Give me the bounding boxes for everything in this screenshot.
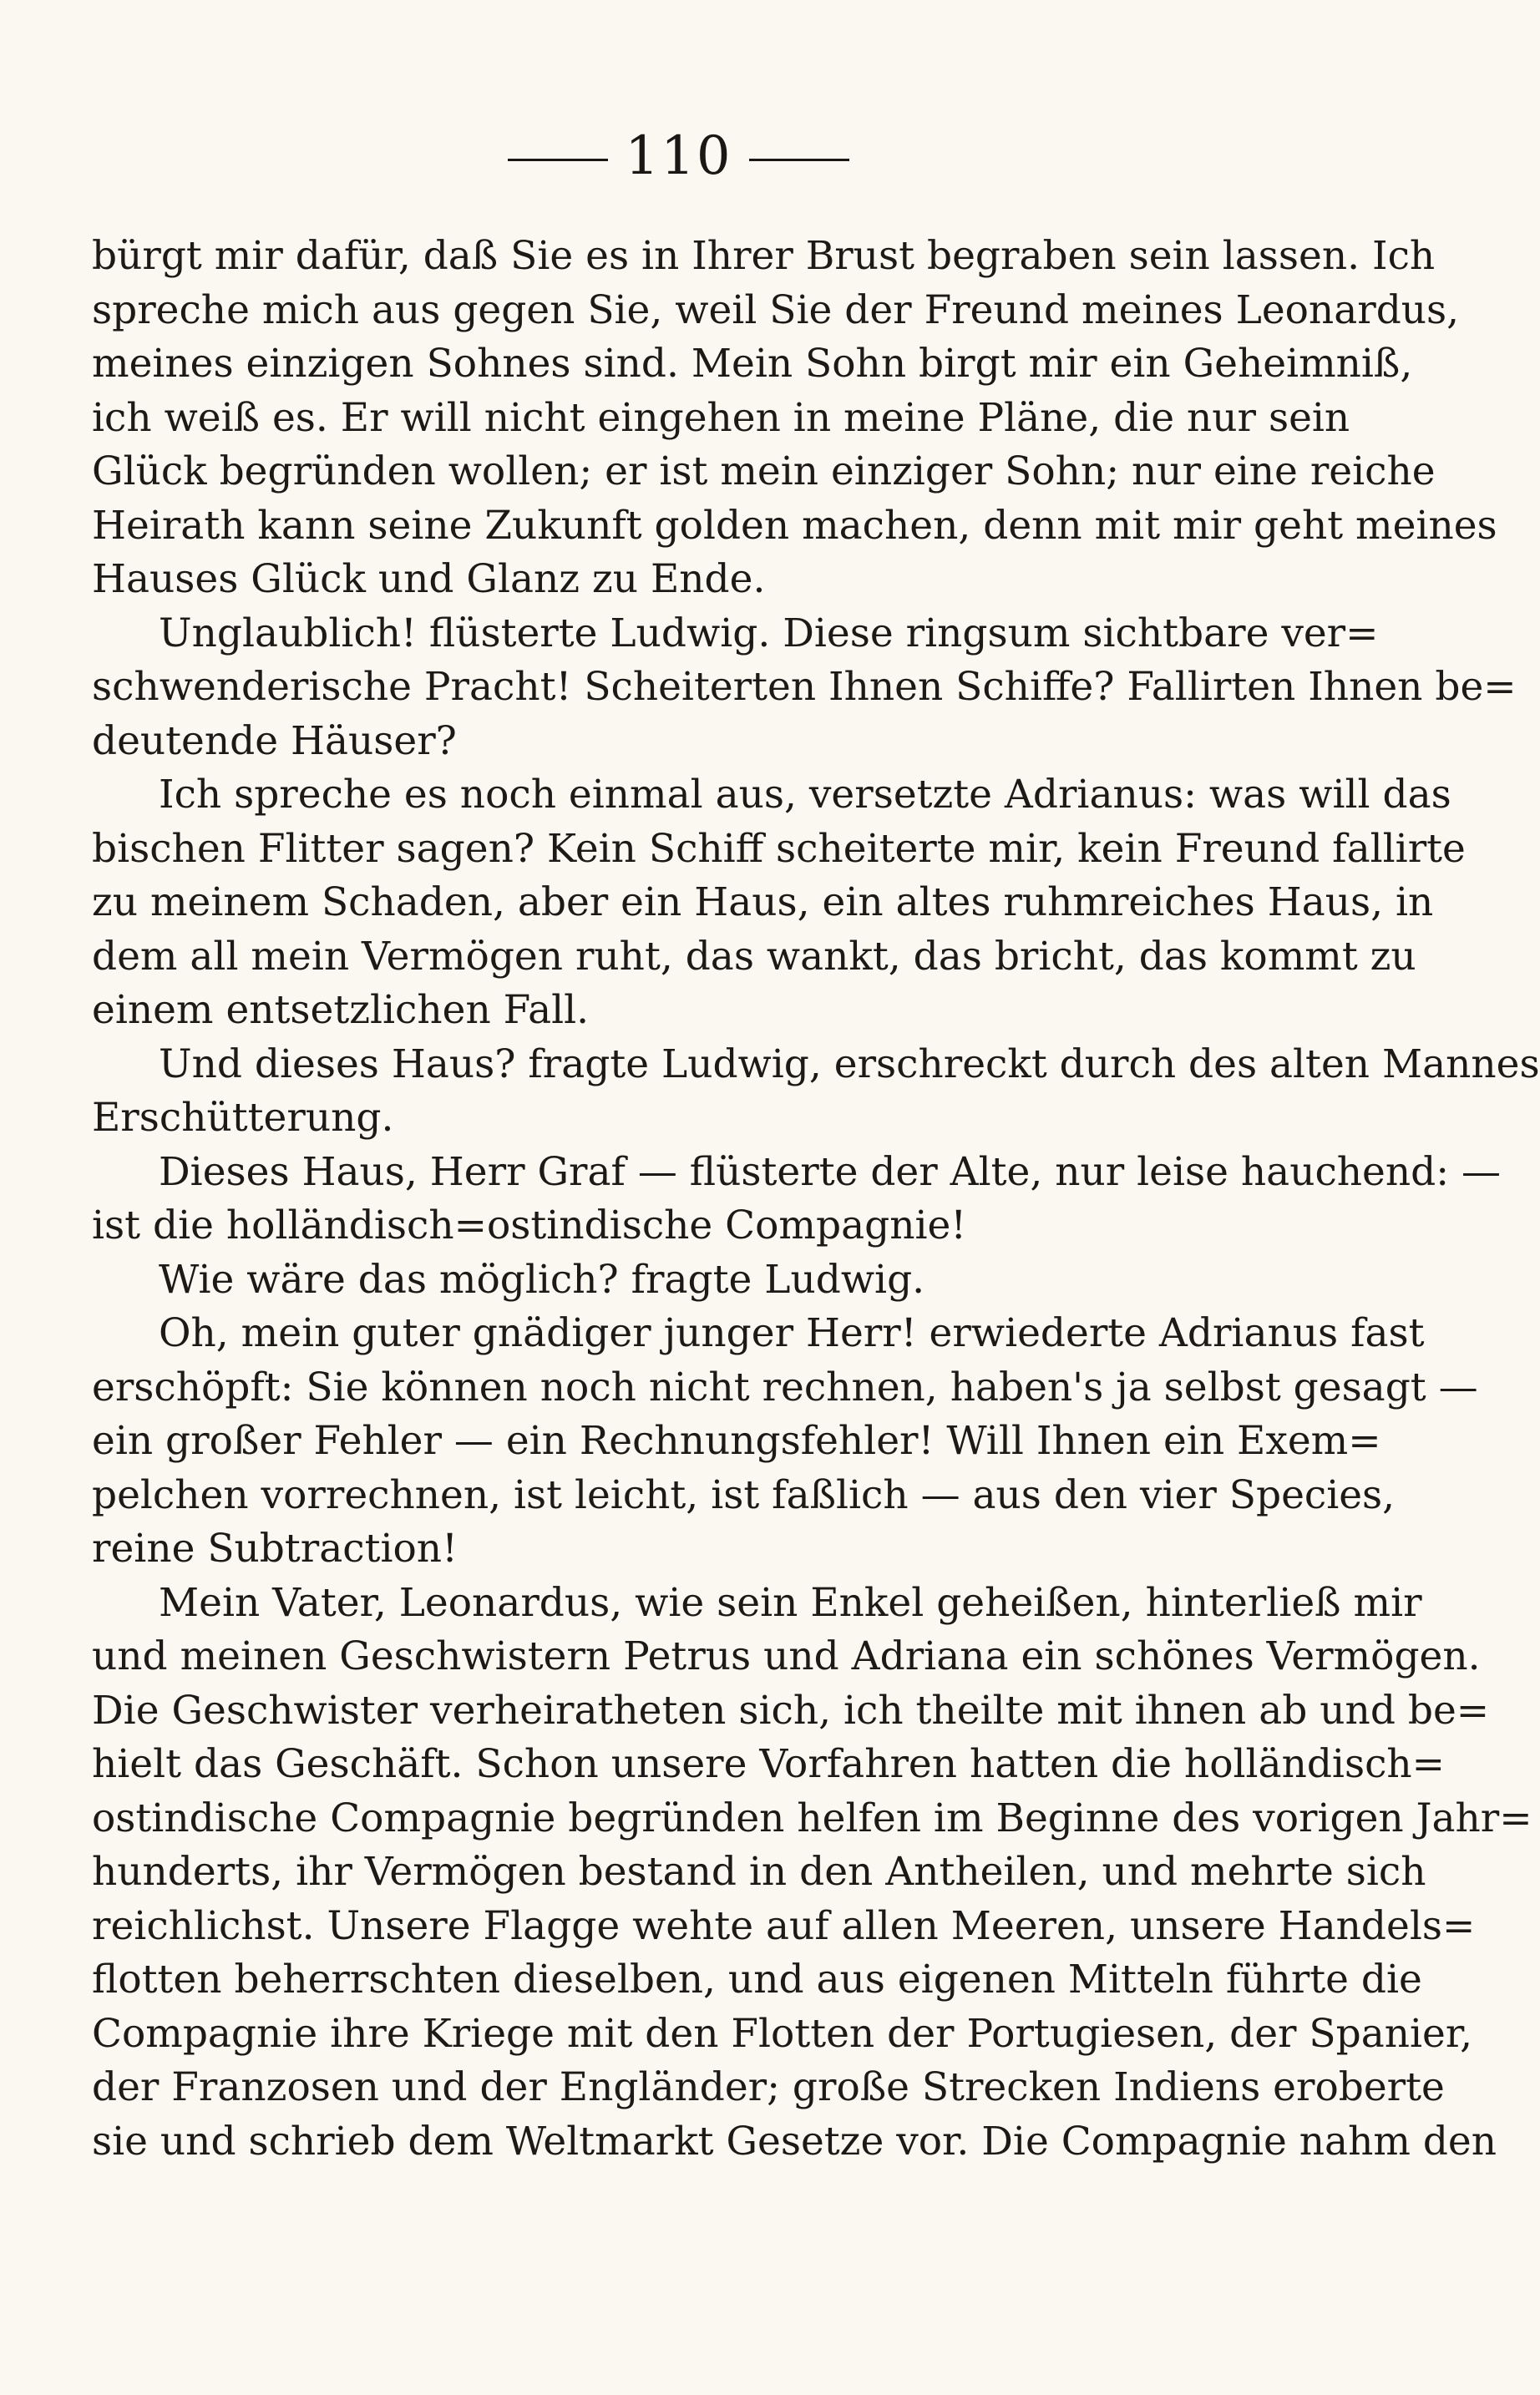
text-line: hunderts, ihr Vermögen bestand in den Antheilen, und mehrte sich (92, 1849, 1426, 1895)
text-line: erschöpft: Sie können noch nicht rechnen, haben's ja selbst gesagt — (92, 1364, 1478, 1410)
text-line: reine Subtraction! (92, 1526, 458, 1572)
text-line: Glück begründen wollen; er ist mein einziger Sohn; nur eine reiche (92, 448, 1436, 494)
text-line: Erschütterung. (92, 1095, 394, 1141)
text-line: Heirath kann seine Zukunft golden machen, denn mit mir geht meines (92, 502, 1497, 549)
text-line: bischen Flitter sagen? Kein Schiff scheiterte mir, kein Freund fallirte (92, 825, 1466, 872)
text-line: Compagnie ihre Kriege mit den Flotten der Portugiesen, der Spanier, (92, 2010, 1473, 2057)
text-line: zu meinem Schaden, aber ein Haus, ein altes ruhmreiches Haus, in (92, 879, 1434, 925)
text-line: Die Geschwister verheiratheten sich, ich theilte mit ihnen ab und be= (92, 1687, 1490, 1734)
text-line: Unglaublich! flüsterte Ludwig. Diese ringsum sichtbare ver= (159, 610, 1379, 656)
text-line: spreche mich aus gegen Sie, weil Sie der Freund meines Leonardus, (92, 286, 1460, 333)
page-number: 110 (625, 125, 732, 187)
text-line: schwenderische Pracht! Scheiterten Ihnen Schiffe? Fallirten Ihnen be= (92, 664, 1517, 710)
text-line: hielt das Geschäft. Schon unsere Vorfahren hatten die holländisch= (92, 1741, 1446, 1787)
text-line: ein großer Fehler — ein Rechnungsfehler! Will Ihnen ein Exem= (92, 1418, 1381, 1464)
text-line: ist die holländisch=ostindische Compagnie! (92, 1203, 967, 1248)
text-line: dem all mein Vermögen ruht, das wankt, das bricht, das kommt zu (92, 933, 1416, 980)
text-line: Mein Vater, Leonardus, wie sein Enkel geheißen, hinterließ mir (159, 1579, 1422, 1626)
header-rule-left (508, 159, 608, 161)
text-line: Oh, mein guter gnädiger junger Herr! erwiederte Adrianus fast (159, 1310, 1425, 1356)
text-line: sie und schrieb dem Weltmarkt Gesetze vor. Die Compagnie nahm den (92, 2118, 1497, 2165)
text-line: ostindische Compagnie begründen helfen im Beginne des vorigen Jahr= (92, 1795, 1532, 1841)
body-text (92, 230, 1540, 2169)
text-line: einem entsetzlichen Fall. (92, 987, 590, 1033)
text-line: meines einzigen Sohnes sind. Mein Sohn birgt mir ein Geheimniß, (92, 341, 1413, 387)
text-line: bürgt mir dafür, daß Sie es in Ihrer Brust begraben sein lassen. Ich (92, 233, 1436, 279)
text-line: Und dieses Haus? fragte Ludwig, erschreckt durch des alten Mannes (159, 1041, 1540, 1087)
header-rule-right (749, 159, 849, 161)
text-line: Wie wäre das möglich? fragte Ludwig. (159, 1256, 925, 1303)
text-line: ich weiß es. Er will nicht eingehen in meine Pläne, die nur sein (92, 394, 1350, 441)
text-line: deutende Häuser? (92, 717, 457, 764)
text-line: der Franzosen und der Engländer; große Strecken Indiens eroberte (92, 2064, 1445, 2110)
text-line: reichlichst. Unsere Flagge wehte auf allen Meeren, unsere Handels= (92, 1902, 1476, 1949)
text-line: Ich spreche es noch einmal aus, versetzte Adrianus: was will das (159, 772, 1451, 818)
text-line: pelchen vorrechnen, ist leicht, ist faßlich — aus den vier Species, (92, 1471, 1396, 1518)
text-line: und meinen Geschwistern Petrus und Adriana ein schönes Vermögen. (92, 1633, 1481, 1679)
text-line: flotten beherrschten dieselben, und aus eigenen Mitteln führte die (92, 1957, 1422, 2003)
text-line: Dieses Haus, Herr Graf — flüsterte der Alte, nur leise hauchend: — (159, 1148, 1501, 1195)
page-header (0, 125, 1357, 187)
text-line: Hauses Glück und Glanz zu Ende. (92, 556, 766, 602)
